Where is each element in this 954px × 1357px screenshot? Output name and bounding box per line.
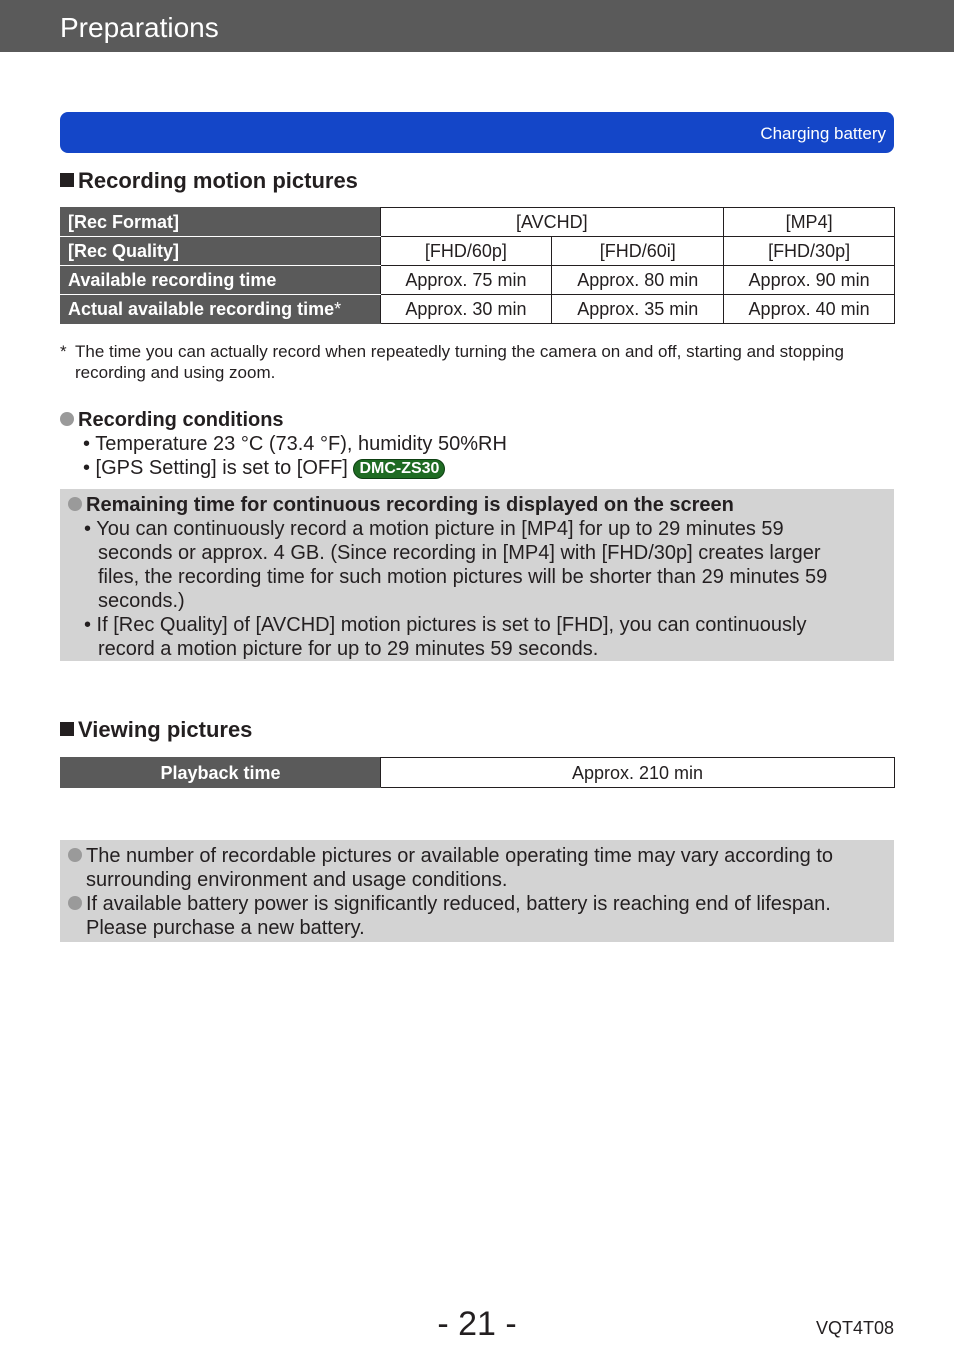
bullet-icon (68, 848, 82, 862)
bullet-icon (68, 497, 82, 511)
square-bullet-icon (60, 722, 74, 736)
conditions-heading: Recording conditions (78, 409, 284, 431)
row-label: Actual available recording time* (61, 295, 381, 324)
table-cell: Approx. 35 min (552, 295, 724, 324)
square-bullet-icon (60, 173, 74, 187)
table-cell: [MP4] (724, 208, 895, 237)
table-cell: Approx. 80 min (552, 266, 724, 295)
section-banner (60, 112, 894, 153)
list-item: If available battery power is significantly reduced, battery is reaching end of lifespan. Please purchase a new battery. (68, 892, 884, 940)
table-row (61, 295, 895, 324)
page-title: Preparations (60, 12, 219, 43)
footnote-mark: * (334, 299, 342, 319)
table-row (61, 208, 895, 237)
list-item: • If [Rec Quality] of [AVCHD] motion pictures is set to [FHD], you can continuously record a motion picture for up to 29 minutes 59 seconds. (84, 614, 807, 660)
bullet-icon (68, 896, 82, 910)
table-cell: Approx. 210 min (381, 758, 895, 788)
note-heading: Remaining time for continuous recording is displayed on the screen (86, 494, 734, 516)
page-header (0, 0, 954, 52)
table-cell: Approx. 30 min (380, 295, 552, 324)
table-cell: Approx. 40 min (724, 295, 895, 324)
model-badge: DMC-ZS30 (353, 459, 445, 479)
table-cell: [AVCHD] (380, 208, 724, 237)
remaining-time-note (60, 489, 894, 661)
row-label: Playback time (61, 758, 381, 788)
table-cell: [FHD/60i] (552, 237, 724, 266)
footnote (60, 341, 860, 383)
page-number: - 21 - (437, 1305, 517, 1343)
recording-conditions (60, 408, 880, 480)
general-notes (60, 840, 894, 942)
document-code: VQT4T08 (815, 1318, 894, 1338)
list-item: • Temperature 23 °C (73.4 °F), humidity 50%RH (83, 433, 507, 455)
row-label: [Rec Format] (61, 208, 381, 237)
footnote-text: The time you can actually record when repeatedly turning the camera on and off, starting and stopping recording and using zoom. (75, 342, 844, 382)
table-cell: Approx. 75 min (380, 266, 552, 295)
playback-time-table (60, 757, 895, 788)
table-row (61, 266, 895, 295)
table-cell: [FHD/60p] (380, 237, 552, 266)
table-cell: Approx. 90 min (724, 266, 895, 295)
section-label: Charging battery (760, 124, 886, 143)
bullet-icon (60, 412, 74, 426)
list-item: • You can continuously record a motion picture in [MP4] for up to 29 minutes 59 seconds or approx. 4 GB. (Since recording in [MP4] with [FHD/30p] creates larger files, the recording time for such motion pictures will be shorter than 29 minutes 59 seconds.) (84, 518, 828, 612)
list-item: The number of recordable pictures or available operating time may vary according to surrounding environment and usage conditions. (68, 844, 884, 892)
row-label: [Rec Quality] (61, 237, 381, 266)
table-row (61, 758, 895, 788)
list-item: • [GPS Setting] is set to [OFF] DMC-ZS30 (60, 456, 880, 480)
row-label: Available recording time (61, 266, 381, 295)
recording-time-table (60, 207, 895, 324)
footnote-mark: * (60, 342, 67, 361)
recording-heading: Recording motion pictures (60, 168, 358, 194)
table-row (61, 237, 895, 266)
viewing-heading: Viewing pictures (60, 717, 252, 743)
table-cell: [FHD/30p] (724, 237, 895, 266)
